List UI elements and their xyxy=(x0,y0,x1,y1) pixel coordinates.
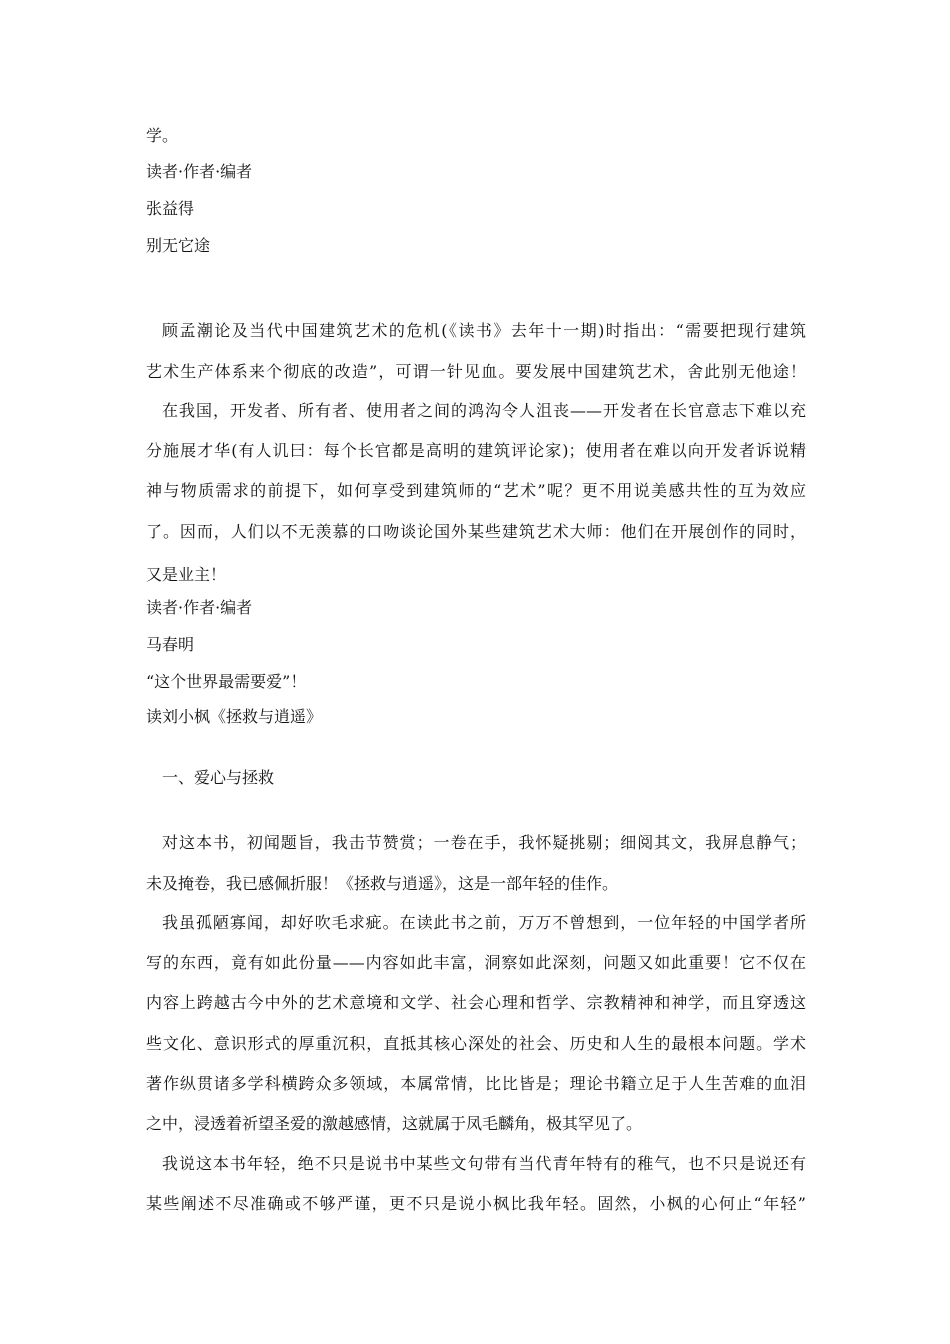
paragraph-line: 了。因而，人们以不无羡慕的口吻谈论国外某些建筑艺术大师：他们在开展创作的同时， xyxy=(146,522,806,541)
article-subtitle: 读刘小枫《拯救与逍遥》 xyxy=(146,707,323,726)
paragraph-line: 些文化、意识形式的厚重沉积，直抵其核心深处的社会、历史和人生的最根本问题。学术 xyxy=(146,1034,806,1053)
paragraph-line: 著作纵贯诸多学科横跨众多领域，本属常情，比比皆是；理论书籍立足于人生苦难的血泪 xyxy=(146,1074,806,1093)
subsection-heading: 一、爱心与拯救 xyxy=(162,768,275,787)
paragraph-line: 艺术生产体系来个彻底的改造”，可谓一针见血。要发展中国建筑艺术，舍此别无他途！ xyxy=(146,362,806,381)
section-heading: 读者·作者·编者 xyxy=(146,598,253,617)
article-title: “这个世界最需要爱”！ xyxy=(146,672,307,691)
article-title: 别无它途 xyxy=(146,236,211,255)
section-heading: 读者·作者·编者 xyxy=(146,162,253,181)
paragraph-line: 我虽孤陋寡闻，却好吹毛求疵。在读此书之前，万万不曾想到，一位年轻的中国学者所 xyxy=(162,913,806,932)
paragraph-line: 写的东西，竟有如此份量——内容如此丰富，洞察如此深刻，问题又如此重要！它不仅在 xyxy=(146,953,806,972)
paragraph-line: 在我国，开发者、所有者、使用者之间的鸿沟令人沮丧——开发者在长官意志下难以充 xyxy=(162,401,806,420)
paragraph-line: 神与物质需求的前提下，如何享受到建筑师的“艺术”呢？更不用说美感共性的互为效应 xyxy=(146,481,806,500)
paragraph-line: 顾孟潮论及当代中国建筑艺术的危机(《读书》去年十一期)时指出：“需要把现行建筑 xyxy=(162,321,806,340)
paragraph-line: 内容上跨越古今中外的艺术意境和文学、社会心理和哲学、宗教精神和神学，而且穿透这 xyxy=(146,993,806,1012)
paragraph-line: 对这本书，初闻题旨，我击节赞赏；一卷在手，我怀疑挑剔；细阅其文，我屏息静气； xyxy=(162,833,806,852)
paragraph-line: 某些阐述不尽准确或不够严谨，更不只是说小枫比我年轻。固然，小枫的心何止“年轻” xyxy=(146,1194,806,1213)
author-name: 张益得 xyxy=(146,199,195,218)
author-name: 马春明 xyxy=(146,635,195,654)
paragraph-line: 未及掩卷，我已感佩折服！《拯救与逍遥》，这是一部年轻的佳作。 xyxy=(146,874,619,893)
text-line: 学。 xyxy=(146,126,179,145)
paragraph-line: 之中，浸透着祈望圣爱的激越感情，这就属于凤毛麟角，极其罕见了。 xyxy=(146,1114,643,1133)
paragraph-line: 分施展才华(有人讥曰：每个长官都是高明的建筑评论家)；使用者在难以向开发者诉说精 xyxy=(146,441,806,460)
paragraph-line: 又是业主！ xyxy=(146,565,227,584)
paragraph-line: 我说这本书年轻，绝不只是说书中某些文句带有当代青年特有的稚气，也不只是说还有 xyxy=(162,1154,806,1173)
